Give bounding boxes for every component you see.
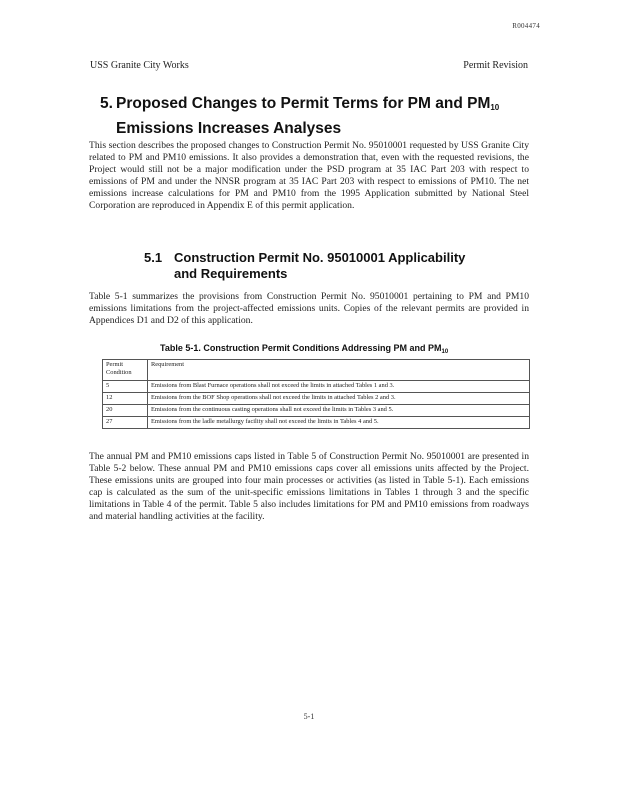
table-cell-condition: 5 bbox=[103, 381, 148, 393]
table-cell-condition: 20 bbox=[103, 405, 148, 417]
section-title-subscript: 10 bbox=[490, 103, 500, 112]
bates-number: R004474 bbox=[512, 22, 540, 30]
table-header-row bbox=[103, 360, 530, 381]
table-cell-condition: 27 bbox=[103, 417, 148, 429]
section-heading bbox=[100, 93, 540, 139]
header-left: USS Granite City Works bbox=[90, 60, 189, 71]
section-title-line1: Proposed Changes to Permit Terms for PM and PM bbox=[116, 95, 491, 112]
header-right: Permit Revision bbox=[463, 60, 528, 71]
table-row bbox=[103, 381, 530, 393]
table-caption-text: Table 5-1. Construction Permit Conditions Addressing PM and PM bbox=[160, 343, 442, 353]
table-caption-subscript: 10 bbox=[441, 349, 449, 355]
subsection-paragraph: Table 5-1 summarizes the provisions from Construction Permit No. 95010001 pertaining to PM and PM10 emissions limitations from the project-affected emissions units. Copies of the relevant permits are provided in Appendices D1 and D2 of this application. bbox=[89, 291, 529, 326]
running-header bbox=[90, 60, 528, 71]
section-title-line2: Emissions Increases Analyses bbox=[116, 120, 342, 137]
table-cell-requirement: Emissions from the continuous casting operations shall not exceed the limits in Tables 3 and 5. bbox=[148, 405, 530, 417]
table-cell-requirement: Emissions from the BOF Shop operations shall not exceed the limits in attached Tables 2 and 3. bbox=[148, 393, 530, 405]
table-cell-condition: 12 bbox=[103, 393, 148, 405]
table-header-condition: Permit Condition bbox=[103, 360, 148, 381]
table-header-requirement: Requirement bbox=[148, 360, 530, 381]
section-intro-paragraph: This section describes the proposed changes to Construction Permit No. 95010001 requested by USS Granite City related to PM and PM10 emissions. It also provides a demonstration that, even with the requested revisions, the Project would still not be a major modification under the PSD program at 35 IAC Part 203 with respect to emissions of PM and under the NNSR program at 35 IAC Part 203 with respect to emissions of PM10. The net emissions increase calculations for PM and PM10 from the 1995 Application submitted by National Steel Corporation are reproduced in Appendix E of this permit application. bbox=[89, 140, 529, 211]
subsection-title-line2: and Requirements bbox=[174, 266, 288, 281]
table-row bbox=[103, 405, 530, 417]
section-number: 5. bbox=[100, 95, 113, 112]
table-row bbox=[103, 393, 530, 405]
table-row bbox=[103, 417, 530, 429]
permit-conditions-table bbox=[102, 359, 530, 429]
table-cell-requirement: Emissions from Blast Furnace operations shall not exceed the limits in attached Tables 1 and 3. bbox=[148, 381, 530, 393]
closing-paragraph: The annual PM and PM10 emissions caps listed in Table 5 of Construction Permit No. 95010001 are presented in Table 5-2 below. These annual PM and PM10 emissions caps cover all emissions units affected by the Project. These emissions units are grouped into four main processes or activities (as listed in Table 5-1). Each emissions cap is calculated as the sum of the unit-specific emissions limitations in Tables 1 through 3 and the specific limitations in Table 4 of the permit. Table 5 also includes limitations for PM and PM10 emissions from roadways and material handling activities at the facility. bbox=[89, 451, 529, 522]
table-caption bbox=[160, 343, 490, 355]
subsection-heading bbox=[144, 250, 534, 282]
subsection-number: 5.1 bbox=[144, 250, 163, 265]
subsection-title-line1: Construction Permit No. 95010001 Applicability bbox=[174, 250, 466, 265]
table-cell-requirement: Emissions from the ladle metallurgy facility shall not exceed the limits in Tables 4 and 5. bbox=[148, 417, 530, 429]
page-number: 5-1 bbox=[303, 712, 315, 721]
